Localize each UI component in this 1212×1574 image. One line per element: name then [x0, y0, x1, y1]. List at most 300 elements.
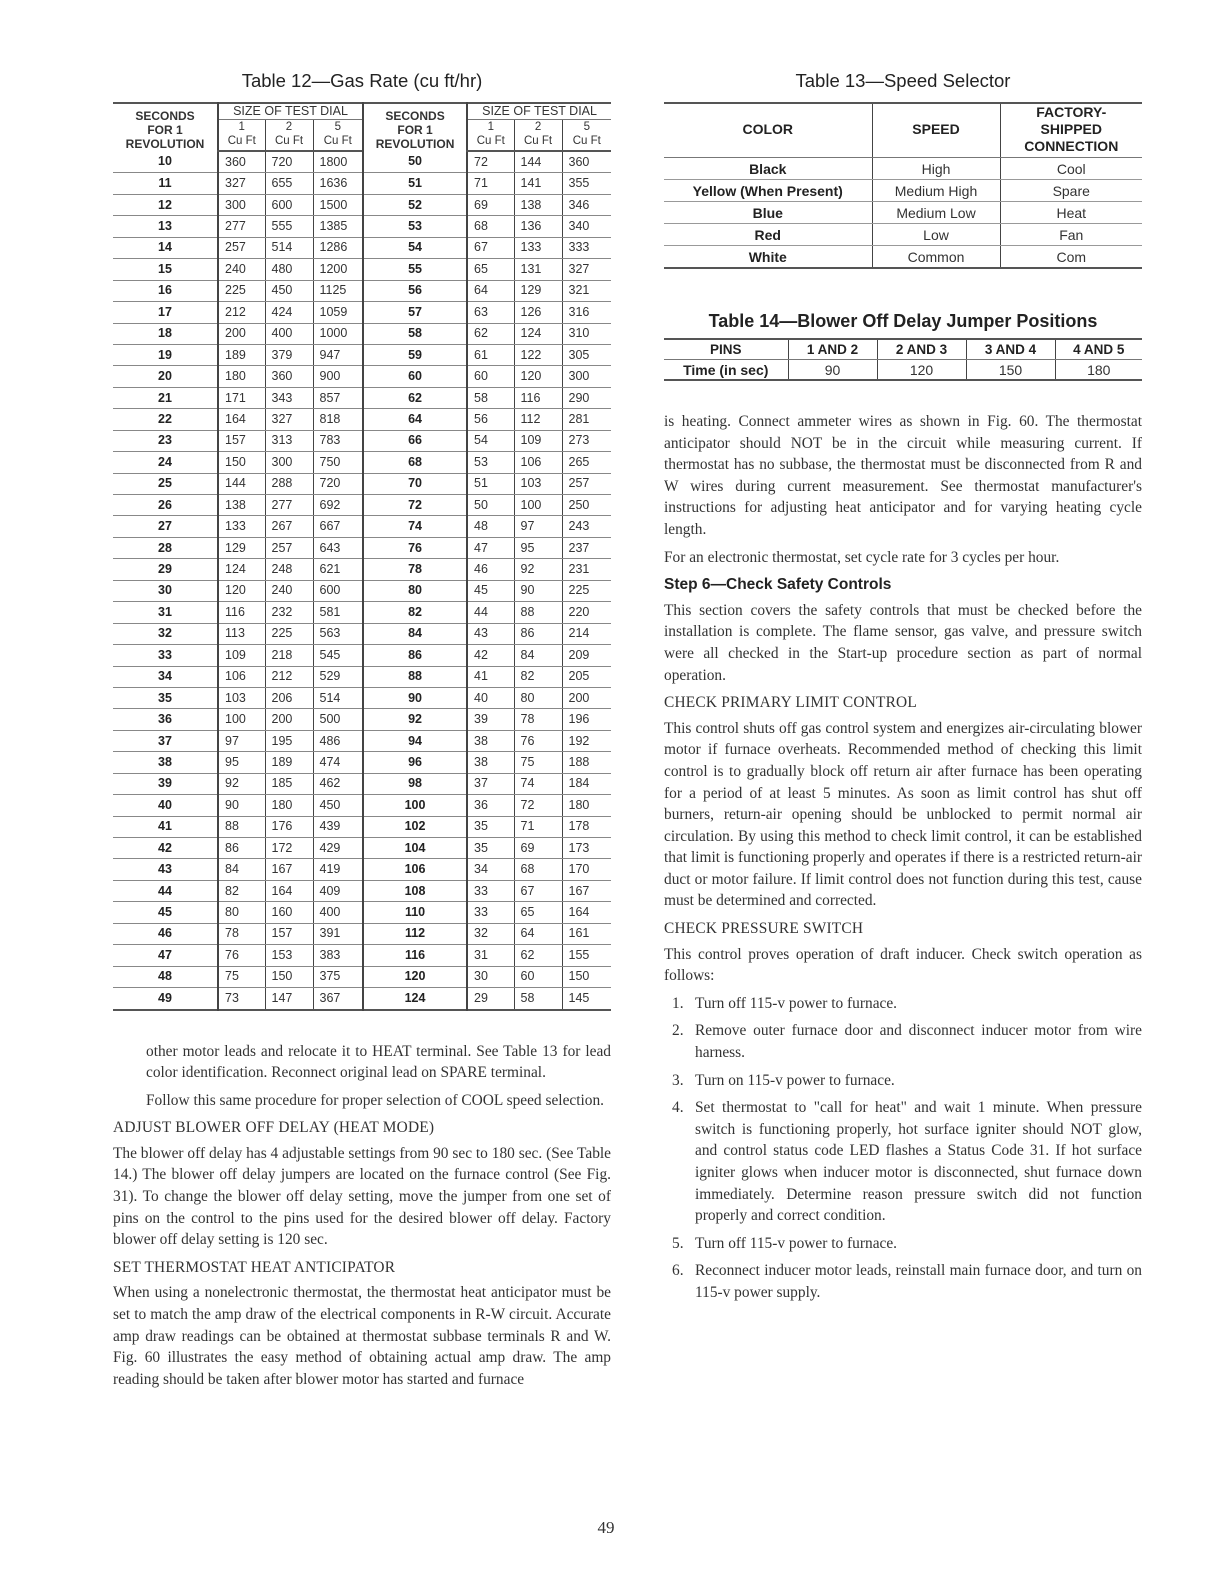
time-cell: 90 [788, 360, 877, 381]
seconds-cell: 120 [363, 966, 467, 987]
rate-cell: 667 [313, 516, 363, 537]
color-cell: Red [664, 224, 872, 246]
rate-cell: 161 [562, 923, 611, 944]
dial-size: 1 [238, 121, 245, 133]
table-row [113, 473, 611, 494]
left-prose [113, 1041, 611, 1112]
rate-cell: 60 [514, 966, 562, 987]
rate-cell: 67 [467, 237, 514, 258]
seconds-cell: 112 [363, 923, 467, 944]
seconds-cell: 18 [113, 323, 218, 344]
rate-cell: 122 [514, 344, 562, 365]
seconds-cell: 17 [113, 302, 218, 323]
time-cell: 120 [877, 360, 966, 381]
speed-cell: High [872, 158, 1000, 180]
list-item-text: Reconnect inducer motor leads, reinstall main furnace door, and turn on 115-v power supply. [695, 1262, 1142, 1301]
seconds-cell: 39 [113, 773, 218, 794]
list-item-number: 1. [672, 994, 684, 1012]
rate-cell: 290 [562, 387, 611, 408]
rate-cell: 150 [218, 452, 265, 473]
rate-cell: 379 [265, 344, 313, 365]
seconds-cell: 16 [113, 280, 218, 301]
seconds-cell: 36 [113, 709, 218, 730]
right-prose [664, 411, 1142, 1304]
section-heading: ADJUST BLOWER OFF DELAY (HEAT MODE) [113, 1119, 435, 1137]
rate-cell: 178 [562, 816, 611, 837]
rate-cell: 46 [467, 559, 514, 580]
rate-cell: 30 [467, 966, 514, 987]
rate-cell: 218 [265, 645, 313, 666]
table-row [113, 302, 611, 323]
table-row [113, 666, 611, 687]
rate-cell: 429 [313, 838, 363, 859]
header-text: CONNECTION [1024, 138, 1119, 154]
rate-cell: 84 [218, 859, 265, 880]
rate-cell: 581 [313, 602, 363, 623]
table-row [113, 945, 611, 966]
seconds-cell: 30 [113, 580, 218, 601]
table-row [113, 816, 611, 837]
rate-cell: 69 [514, 838, 562, 859]
rate-cell: 75 [514, 752, 562, 773]
seconds-cell: 27 [113, 516, 218, 537]
rate-cell: 147 [265, 988, 313, 1010]
speed-selector-table [664, 102, 1142, 269]
table-row [113, 409, 611, 430]
dial-unit: Cu Ft [227, 135, 256, 147]
dial-5-header [313, 120, 363, 152]
pressure-switch-steps [664, 993, 1142, 1304]
speed-header: SPEED [872, 103, 1000, 158]
rate-cell: 180 [218, 366, 265, 387]
table-row [113, 387, 611, 408]
rate-cell: 164 [218, 409, 265, 430]
rate-cell: 56 [467, 409, 514, 430]
rate-cell: 240 [218, 259, 265, 280]
rate-cell: 643 [313, 537, 363, 558]
dial-2-header [514, 120, 562, 152]
dial-size-header-right: SIZE OF TEST DIAL [467, 103, 611, 120]
rate-cell: 400 [265, 323, 313, 344]
rate-cell: 1125 [313, 280, 363, 301]
rate-cell: 43 [467, 623, 514, 644]
list-item [664, 1260, 1142, 1303]
seconds-cell: 94 [363, 730, 467, 751]
seconds-cell: 25 [113, 473, 218, 494]
seconds-cell: 10 [113, 151, 218, 173]
connection-cell: Spare [1000, 180, 1142, 202]
color-cell: Yellow (When Present) [664, 180, 872, 202]
pins-cell: 1 AND 2 [788, 339, 877, 360]
right-column [664, 70, 1142, 1310]
header-text: REVOLUTION [125, 137, 205, 151]
seconds-cell: 33 [113, 645, 218, 666]
table-row [664, 180, 1142, 202]
rate-cell: 141 [514, 173, 562, 194]
rate-cell: 200 [218, 323, 265, 344]
table-row [113, 495, 611, 516]
rate-cell: 82 [514, 666, 562, 687]
rate-cell: 71 [467, 173, 514, 194]
dial-2-header [265, 120, 313, 152]
header-text: FACTORY- [1036, 104, 1107, 120]
seconds-cell: 12 [113, 194, 218, 215]
list-item-text: Remove outer furnace door and disconnect inducer motor from wire harness. [695, 1022, 1142, 1062]
rate-cell: 267 [265, 516, 313, 537]
rate-cell: 514 [265, 237, 313, 258]
table-13-title: Table 13—Speed Selector [795, 70, 1011, 91]
table-row [113, 366, 611, 387]
rate-cell: 214 [562, 623, 611, 644]
seconds-cell: 44 [113, 880, 218, 901]
rate-cell: 176 [265, 816, 313, 837]
seconds-cell: 51 [363, 173, 467, 194]
rate-cell: 196 [562, 709, 611, 730]
table-row [113, 623, 611, 644]
rate-cell: 555 [265, 216, 313, 237]
rate-cell: 857 [313, 387, 363, 408]
seconds-cell: 13 [113, 216, 218, 237]
paragraph: This section covers the safety controls that must be checked before the installation is complete. The flame sensor, gas valve, and pressure switch were all checked in the Start-up procedure section as part of normal operation. [664, 601, 1142, 684]
rate-cell: 109 [218, 645, 265, 666]
rate-cell: 563 [313, 623, 363, 644]
color-cell: Blue [664, 202, 872, 224]
left-prose-2 [113, 1117, 611, 1390]
rate-cell: 67 [514, 880, 562, 901]
seconds-cell: 40 [113, 795, 218, 816]
blower-off-delay-table [664, 338, 1142, 381]
rate-cell: 48 [467, 516, 514, 537]
rate-cell: 212 [218, 302, 265, 323]
rate-cell: 124 [514, 323, 562, 344]
table-row [113, 237, 611, 258]
rate-cell: 103 [514, 473, 562, 494]
rate-cell: 62 [514, 945, 562, 966]
rate-cell: 600 [265, 194, 313, 215]
seconds-cell: 55 [363, 259, 467, 280]
rate-cell: 212 [265, 666, 313, 687]
rate-cell: 316 [562, 302, 611, 323]
rate-cell: 257 [265, 537, 313, 558]
seconds-header-right [363, 103, 467, 151]
rate-cell: 321 [562, 280, 611, 301]
rate-cell: 360 [218, 151, 265, 173]
rate-cell: 42 [467, 645, 514, 666]
paragraph: This control proves operation of draft inducer. Check switch operation as follows: [664, 945, 1142, 985]
seconds-cell: 28 [113, 537, 218, 558]
rate-cell: 68 [514, 859, 562, 880]
seconds-cell: 37 [113, 730, 218, 751]
rate-cell: 95 [218, 752, 265, 773]
rate-cell: 75 [218, 966, 265, 987]
seconds-cell: 21 [113, 387, 218, 408]
seconds-cell: 47 [113, 945, 218, 966]
pins-cell: 2 AND 3 [877, 339, 966, 360]
rate-cell: 126 [514, 302, 562, 323]
rate-cell: 106 [514, 452, 562, 473]
color-cell: Black [664, 158, 872, 180]
seconds-cell: 42 [113, 838, 218, 859]
rate-cell: 80 [218, 902, 265, 923]
rate-cell: 1200 [313, 259, 363, 280]
header-text: SHIPPED [1040, 121, 1102, 137]
table-row [113, 988, 611, 1010]
rate-cell: 144 [514, 151, 562, 173]
rate-cell: 340 [562, 216, 611, 237]
table-row [113, 752, 611, 773]
rate-cell: 900 [313, 366, 363, 387]
rate-cell: 80 [514, 687, 562, 708]
rate-cell: 100 [514, 495, 562, 516]
rate-cell: 112 [514, 409, 562, 430]
table-row [664, 246, 1142, 269]
seconds-cell: 26 [113, 495, 218, 516]
rate-cell: 514 [313, 687, 363, 708]
gas-rate-table [113, 102, 611, 1011]
seconds-cell: 57 [363, 302, 467, 323]
rate-cell: 419 [313, 859, 363, 880]
header-text: SECONDS [135, 109, 195, 123]
rate-cell: 424 [265, 302, 313, 323]
dial-1-header [218, 120, 265, 152]
rate-cell: 818 [313, 409, 363, 430]
seconds-cell: 38 [113, 752, 218, 773]
pins-cell: 3 AND 4 [966, 339, 1055, 360]
rate-cell: 133 [514, 237, 562, 258]
seconds-cell: 86 [363, 645, 467, 666]
rate-cell: 167 [265, 859, 313, 880]
rate-cell: 189 [218, 344, 265, 365]
rate-cell: 40 [467, 687, 514, 708]
table-row [113, 838, 611, 859]
time-cell: 180 [1055, 360, 1142, 381]
list-item-text: Turn on 115-v power to furnace. [695, 1071, 895, 1089]
table-row [113, 709, 611, 730]
rate-cell: 409 [313, 880, 363, 901]
rate-cell: 720 [313, 473, 363, 494]
header-text: SECONDS [385, 109, 445, 123]
rate-cell: 65 [514, 902, 562, 923]
seconds-cell: 11 [113, 173, 218, 194]
rate-cell: 144 [218, 473, 265, 494]
rate-cell: 200 [265, 709, 313, 730]
seconds-cell: 92 [363, 709, 467, 730]
table-row [113, 516, 611, 537]
rate-cell: 248 [265, 559, 313, 580]
dial-size: 5 [334, 121, 341, 133]
rate-cell: 273 [562, 430, 611, 451]
rate-cell: 157 [265, 923, 313, 944]
table-row [113, 173, 611, 194]
paragraph: For an electronic thermostat, set cycle rate for 3 cycles per hour. [664, 548, 1060, 566]
rate-cell: 90 [218, 795, 265, 816]
dial-size-header-left: SIZE OF TEST DIAL [218, 103, 363, 120]
seconds-cell: 98 [363, 773, 467, 794]
rate-cell: 195 [265, 730, 313, 751]
table-row [113, 966, 611, 987]
rate-cell: 53 [467, 452, 514, 473]
rate-cell: 486 [313, 730, 363, 751]
rate-cell: 257 [218, 237, 265, 258]
rate-cell: 138 [514, 194, 562, 215]
rate-cell: 164 [265, 880, 313, 901]
table-row [113, 259, 611, 280]
factory-header [1000, 103, 1142, 158]
dial-size: 2 [285, 121, 293, 133]
seconds-cell: 41 [113, 816, 218, 837]
rate-cell: 36 [467, 795, 514, 816]
seconds-cell: 54 [363, 237, 467, 258]
rate-cell: 1500 [313, 194, 363, 215]
seconds-cell: 108 [363, 880, 467, 901]
table-row [113, 859, 611, 880]
rate-cell: 400 [313, 902, 363, 923]
seconds-cell: 66 [363, 430, 467, 451]
rate-cell: 82 [218, 880, 265, 901]
seconds-cell: 23 [113, 430, 218, 451]
rate-cell: 65 [467, 259, 514, 280]
seconds-cell: 14 [113, 237, 218, 258]
rate-cell: 33 [467, 880, 514, 901]
table-row [113, 730, 611, 751]
rate-cell: 72 [467, 151, 514, 173]
seconds-cell: 56 [363, 280, 467, 301]
table-row [113, 645, 611, 666]
table-12-title: Table 12—Gas Rate (cu ft/hr) [241, 70, 483, 91]
rate-cell: 90 [514, 580, 562, 601]
seconds-cell: 96 [363, 752, 467, 773]
list-item-number: 2. [672, 1022, 684, 1040]
rate-cell: 129 [514, 280, 562, 301]
rate-cell: 947 [313, 344, 363, 365]
rate-cell: 545 [313, 645, 363, 666]
rate-cell: 109 [514, 430, 562, 451]
time-cell: 150 [966, 360, 1055, 381]
dial-size: 1 [487, 121, 494, 133]
rate-cell: 29 [467, 988, 514, 1010]
rate-cell: 173 [562, 838, 611, 859]
rate-cell: 72 [514, 795, 562, 816]
seconds-cell: 78 [363, 559, 467, 580]
section-heading: SET THERMOSTAT HEAT ANTICIPATOR [113, 1258, 396, 1276]
table-row [113, 452, 611, 473]
list-item-text: Turn off 115-v power to furnace. [695, 994, 898, 1012]
paragraph: Follow this same procedure for proper selection of COOL speed selection. [146, 1091, 605, 1109]
connection-cell: Heat [1000, 202, 1142, 224]
rate-cell: 120 [218, 580, 265, 601]
rate-cell: 150 [562, 966, 611, 987]
rate-cell: 209 [562, 645, 611, 666]
rate-cell: 106 [218, 666, 265, 687]
list-item [664, 1070, 1142, 1092]
rate-cell: 47 [467, 537, 514, 558]
connection-cell: Com [1000, 246, 1142, 269]
rate-cell: 300 [265, 452, 313, 473]
rate-cell: 150 [265, 966, 313, 987]
seconds-cell: 68 [363, 452, 467, 473]
dial-1-header [467, 120, 514, 152]
table-14-title: Table 14—Blower Off Delay Jumper Positions [708, 311, 1098, 331]
rate-cell: 69 [467, 194, 514, 215]
rate-cell: 305 [562, 344, 611, 365]
rate-cell: 240 [265, 580, 313, 601]
seconds-cell: 62 [363, 387, 467, 408]
speed-cell: Medium Low [872, 202, 1000, 224]
rate-cell: 367 [313, 988, 363, 1010]
rate-cell: 44 [467, 602, 514, 623]
table-row [113, 194, 611, 215]
table-row [113, 537, 611, 558]
rate-cell: 76 [218, 945, 265, 966]
rate-cell: 64 [467, 280, 514, 301]
list-item-text: Turn off 115-v power to furnace. [695, 1234, 898, 1252]
rate-cell: 383 [313, 945, 363, 966]
seconds-cell: 88 [363, 666, 467, 687]
rate-cell: 170 [562, 859, 611, 880]
rate-cell: 73 [218, 988, 265, 1010]
rate-cell: 78 [218, 923, 265, 944]
table-row [664, 224, 1142, 246]
list-item-number: 3. [672, 1071, 684, 1089]
rate-cell: 180 [562, 795, 611, 816]
rate-cell: 155 [562, 945, 611, 966]
rate-cell: 54 [467, 430, 514, 451]
seconds-cell: 58 [363, 323, 467, 344]
speed-cell: Common [872, 246, 1000, 269]
rate-cell: 250 [562, 495, 611, 516]
rate-cell: 480 [265, 259, 313, 280]
seconds-cell: 46 [113, 923, 218, 944]
dial-size: 2 [534, 121, 542, 133]
rate-cell: 225 [218, 280, 265, 301]
rate-cell: 167 [562, 880, 611, 901]
rate-cell: 38 [467, 752, 514, 773]
rate-cell: 68 [467, 216, 514, 237]
rate-cell: 313 [265, 430, 313, 451]
page-number: 49 [597, 1518, 615, 1537]
rate-cell: 84 [514, 645, 562, 666]
rate-cell: 1000 [313, 323, 363, 344]
rate-cell: 74 [514, 773, 562, 794]
dial-5-header [562, 120, 611, 152]
table-row [113, 559, 611, 580]
seconds-cell: 53 [363, 216, 467, 237]
section-heading: CHECK PRESSURE SWITCH [664, 920, 864, 938]
rate-cell: 439 [313, 816, 363, 837]
seconds-cell: 74 [363, 516, 467, 537]
seconds-cell: 100 [363, 795, 467, 816]
rate-cell: 205 [562, 666, 611, 687]
rate-cell: 500 [313, 709, 363, 730]
speed-cell: Medium High [872, 180, 1000, 202]
rate-cell: 58 [514, 988, 562, 1010]
rate-cell: 103 [218, 687, 265, 708]
rate-cell: 391 [313, 923, 363, 944]
rate-cell: 88 [514, 602, 562, 623]
connection-cell: Fan [1000, 224, 1142, 246]
seconds-cell: 48 [113, 966, 218, 987]
list-item-number: 6. [672, 1262, 684, 1280]
rate-cell: 37 [467, 773, 514, 794]
rate-cell: 124 [218, 559, 265, 580]
rate-cell: 136 [514, 216, 562, 237]
rate-cell: 375 [313, 966, 363, 987]
header-text: FOR 1 [397, 123, 433, 137]
seconds-cell: 43 [113, 859, 218, 880]
table-row [113, 923, 611, 944]
rate-cell: 327 [265, 409, 313, 430]
rate-cell: 192 [562, 730, 611, 751]
